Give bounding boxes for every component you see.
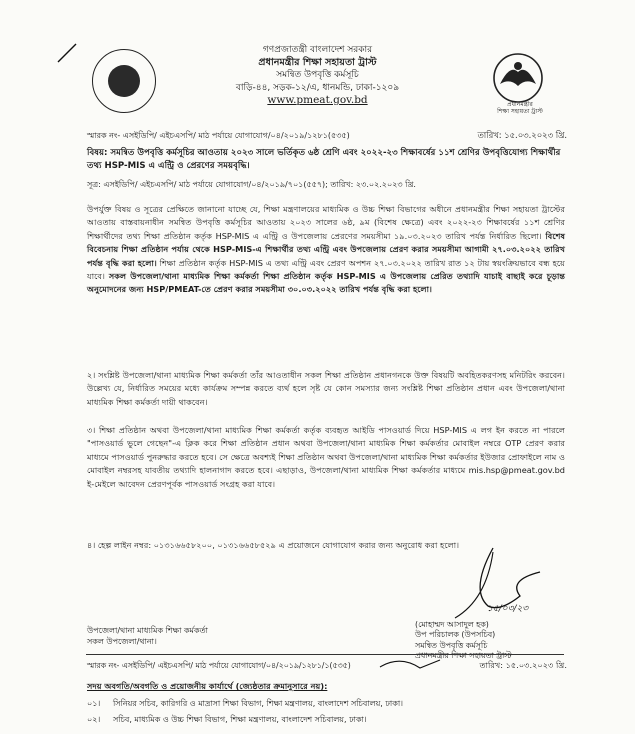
signature-date: ১৫/০৩/২৩ [487,604,529,614]
signatory-program: সমন্বিত উপবৃত্তি কর্মসূচি [415,640,488,650]
paragraph-2: ২। সংশ্লিষ্ট উপজেলা/থানা মাধ্যমিক শিক্ষা কর্মকর্তা তাঁর আওতাধীন সকল শিক্ষা প্রতিষ্ঠান প্রধানগনকে উক্ত বিষয়টি অবহিতকরণসহ মনিটরিং করবেন। উল্লেখ্য যে, নির্ধারিত সময়ের মধ্যে কার্যক্রম সম্পন্ন করতে ব্যর্থ হলে সৃষ্ট যে কোন সমস্যার জন্য সংশ্লিষ্ট শিক্ষা প্রতিষ্ঠান প্রধান এবং উপজেলা/থানা মাধ্যমিক শিক্ষা কর্মকর্তা দায়ী থাকবেন। [87,370,565,407]
initial-stroke-icon [380,660,440,668]
header-program: সমন্বিত উপবৃত্তি কর্মসূচি [276,70,359,80]
copy-item-text: সচিব, মাধ্যমিক ও উচ্চ শিক্ষা বিভাগ, শিক্ষা মন্ত্রণালয়, বাংলাদেশ সচিবালয়, ঢাকা। [113,715,367,724]
paragraph-3-tail: ই-মেইলে আবেদন প্রেরণপূর্বক পাসওয়ার্ড সংগ্রহ করা যাবে। [87,478,276,489]
memo-sutra: সূত্র: এসইডিপি/ এইচএসপি/ মাঠ পর্যায়ে যোগাযোগ/০৪/২০১৯/৭০১(৫৫৭); তারিখ: ২৩.০২.২০২৩ খ্রি. [87,180,416,189]
memo-date: তারিখ: ১৫.০৩.২০২৩ খ্রি. [477,130,567,140]
memo-subject: বিষয়: সমন্বিত উপবৃত্তি কর্মসূচির আওতায় ২০২৩ সালে ভর্তিকৃত ৬ষ্ঠ শ্রেণি এবং ২০২২-২৩ শিক্ষাবর্ষের ১১শ শ্রেণির উপবৃত্তিযোগ্য শিক্ষার্থীর তথ্য HSP-MIS এ এন্ট্রি ও প্রেরণের সময়বৃদ্ধি। [87,148,561,171]
copy-item-number: ০১। [87,699,101,708]
paragraph-1-a: উপর্যুক্ত বিষয় ও সূত্রের প্রেক্ষিতে জানানো যাচ্ছে যে, শিক্ষা মন্ত্রণালয়ের মাধ্যমিক ও উচ্চ শিক্ষা বিভাগের অধীনে প্রধানমন্ত্রীর শিক্ষা সহায়তা ট্রাস্টের আওতায় বাস্তবায়নাধীন সমন্বিত উপবৃত্তি কর্মসূচির আওতায় ২০২৩ সালের ৬ষ্ঠ, ৯ম (বিশেষ ক্ষেত্রে) এবং ২০২২-২৩ শিক্ষাবর্ষের ১১শ শ্রেণির শিক্ষার্থীদের তথ্য শিক্ষা প্রতিষ্ঠান কর্তৃক HSP-MIS এ এন্ট্রি ও উপজেলায় প্রেরণের সময়সীমা ১৯.০৩.২০২৩ তারিখ পর্যন্ত নির্ধারিত ছিলো। [87,204,565,241]
paragraph-4: ৪। হেল্প লাইন নম্বর: ০১৩১৬৬৫৮২০০, ০১৩১৬৬৫৮৫২৯ এ প্রয়োজনে যোগাযোগ করার জন্য অনুরোধ করা হলো। [87,540,460,550]
paragraph-1-d: সকল উপজেলা/থানা মাধ্যমিক শিক্ষা কর্মকর্তা শিক্ষা প্রতিষ্ঠান কর্তৃক HSP-MIS এ উপজেলায় প্রেরিত তথ্যাদি যাচাই বাছাই করে চূড়ান্ত অনুমোদনের জন্য HSP/PMEAT-তে প্রেরণ করার সময়সীমা ৩০.০৩.২০২২ তারিখ পর্যন্ত বৃদ্ধি করা হলো। [87,271,566,295]
paragraph-1-b: বিশেষ বিবেচনায় শিক্ষা প্রতিষ্ঠান পর্যায় থেকে HSP-MIS-এ শিক্ষার্থীর তথ্য এন্ট্রি এবং উপজেলায় প্রেরণ করার সময়সীমা আগামী ২৭.০৩.২০২২ তারিখ পর্যন্ত বৃদ্ধি করা হলো। [87,230,565,268]
copy-item-text: সিনিয়র সচিব, কারিগরি ও মাদ্রাসা শিক্ষা বিভাগ, শিক্ষা মন্ত্রণালয়, বাংলাদেশ সচিবালয়, ঢাকা। [113,699,404,708]
signatory-designation: উপ পরিচালক (উপসচিব) [415,630,496,640]
paragraph-1-c: শিক্ষা প্রতিষ্ঠান কর্তৃক HSP-MIS এ তথ্য এন্ট্রি এবং প্রেরণ অপশন ২৭.০৩.২০২২ তারিখ রাত ১২ টায় স্বয়ংক্রিয়ভাবে বন্ধ হয়ে যাবে। [87,257,565,282]
header-address: বাড়ি-৪৪, সড়ক-১২/এ, ধানমন্ডি, ঢাকা-১২০৯ [235,82,400,93]
copy-reference: স্মারক নং- এসইডিপি/ এইচএসপি/ মাঠ পর্যায়ে যোগাযোগ/০৪/২০১৯/১২৮১/১(৫৩৫) [87,661,351,670]
header-org-name: প্রধানমন্ত্রীর শিক্ষা সহায়তা ট্রাস্ট [258,56,377,68]
logo-caption-line-1: প্রধানমন্ত্রীর [507,101,533,108]
signatory-name: (মোহাম্মদ আসাদুল হক) [415,620,489,630]
signature-stroke-icon [455,552,493,618]
support-email-link[interactable]: mis.hsp@pmeat.gov.bd [468,465,565,476]
copy-item-number: ০২। [87,715,101,724]
copy-heading: সদয় অবগতি/অবগতি ও প্রয়োজনীয় কার্যার্থে (জ্যেষ্ঠতার ক্রমানুসারে নয়): [87,681,328,691]
header-website[interactable]: www.pmeat.gov.bd [267,94,368,106]
copy-date: তারিখ: ১৫.০৩.২০২৩ খ্রি. [479,660,567,670]
memo-reference: স্মারক নং- এসইডিপি/ এইচএসপি/ মাঠ পর্যায়ে যোগাযোগ/০৪/২০১৯/১২৮১(৫৩৫) [87,131,350,140]
signatory-org: প্রধানমন্ত্রীর শিক্ষা সহায়তা ট্রাস্ট [415,650,512,660]
signature-stroke-icon [480,548,540,608]
recipient-line-1: উপজেলা/থানা মাধ্যমিক শিক্ষা কর্মকর্তা [87,626,208,635]
header-line-1: গণপ্রজাতন্ত্রী বাংলাদেশ সরকার [262,45,373,55]
recipient-line-2: সকল উপজেলা/থানা। [87,637,157,646]
logo-caption-line-2: শিক্ষা সহায়তা ট্রাস্ট [497,108,543,115]
pen-mark-icon [58,44,76,62]
paragraph-3-text: ৩। শিক্ষা প্রতিষ্ঠান অথবা উপজেলা/থানা মাধ্যমিক শিক্ষা কর্মকর্তা কর্তৃক ব্যবহৃত আইডি পাসওয়ার্ড দিয়ে HSP-MIS এ লগ ইন করতে না পারলে "পাসওয়ার্ড ভুলে গেছেন"-এ ক্লিক করে শিক্ষা প্রতিষ্ঠান প্রধান অথবা উপজেলা/থানা মাধ্যমিক শিক্ষা কর্মকর্তার মোবাইল নম্বরে OTP প্রেরণ করার মাধ্যমে পাসওয়ার্ড পুনরুদ্ধার করতে হবে। সে ক্ষেত্রে অবশ্যই শিক্ষা প্রতিষ্ঠান অথবা উপজেলা/থানা মাধ্যমিক শিক্ষা কর্মকর্তার ইউজার প্রোফাইলে নাম ও মোবাইল নম্বরসহ যাবতীয় তথ্যাদি হালনাগাদ করতে হবে। এছাড়াও, উপজেলা/থানা মাধ্যমিক শিক্ষা কর্মকর্তার মাধ্যমে [87,425,565,476]
